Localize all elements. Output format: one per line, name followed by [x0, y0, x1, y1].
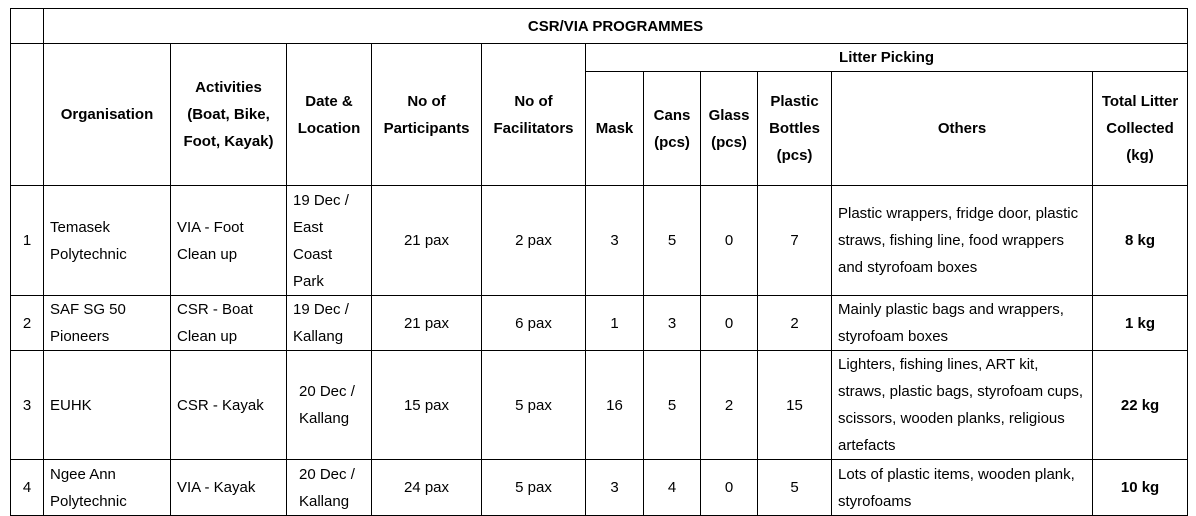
- glass-cell: 0: [701, 186, 758, 296]
- plastic-bottles-cell: 2: [758, 296, 832, 351]
- total-litter-cell: 1 kg: [1093, 296, 1188, 351]
- date-location-cell: 20 Dec / Kallang: [287, 460, 372, 516]
- participants-cell: 15 pax: [372, 351, 482, 460]
- row-index: 2: [11, 296, 44, 351]
- facilitators-cell: 6 pax: [482, 296, 586, 351]
- organisation-header: Organisation: [44, 44, 171, 186]
- plastic-bottles-header: Plastic Bottles (pcs): [758, 72, 832, 186]
- others-cell: Plastic wrappers, fridge door, plastic straws, fishing line, food wrappers and styrofoam boxes: [832, 186, 1093, 296]
- others-cell: Mainly plastic bags and wrappers, styrofoam boxes: [832, 296, 1093, 351]
- mask-cell: 3: [586, 460, 644, 516]
- others-cell: Lighters, fishing lines, ART kit, straws, plastic bags, styrofoam cups, scissors, wooden planks, religious artefacts: [832, 351, 1093, 460]
- mask-header: Mask: [586, 72, 644, 186]
- activity-cell: CSR - Boat Clean up: [171, 296, 287, 351]
- table-title: CSR/VIA PROGRAMMES: [44, 9, 1188, 44]
- plastic-bottles-cell: 5: [758, 460, 832, 516]
- glass-cell: 2: [701, 351, 758, 460]
- organisation-cell: Temasek Polytechnic: [44, 186, 171, 296]
- row-index: 1: [11, 186, 44, 296]
- title-corner-cell: [11, 9, 44, 44]
- row-index: 3: [11, 351, 44, 460]
- participants-cell: 21 pax: [372, 296, 482, 351]
- organisation-cell: EUHK: [44, 351, 171, 460]
- table-row: [11, 296, 1188, 351]
- mask-cell: 16: [586, 351, 644, 460]
- header-row-top: [11, 44, 1188, 72]
- activities-header: Activities (Boat, Bike, Foot, Kayak): [171, 44, 287, 186]
- cans-cell: 5: [644, 186, 701, 296]
- facilitators-cell: 5 pax: [482, 460, 586, 516]
- date-location-cell: 19 Dec / East Coast Park: [287, 186, 372, 296]
- table-row: [11, 460, 1188, 516]
- others-cell: Lots of plastic items, wooden plank, styrofoams: [832, 460, 1093, 516]
- total-litter-cell: 8 kg: [1093, 186, 1188, 296]
- plastic-bottles-cell: 15: [758, 351, 832, 460]
- facilitators-header: No of Facilitators: [482, 44, 586, 186]
- organisation-cell: Ngee Ann Polytechnic: [44, 460, 171, 516]
- total-litter-cell: 10 kg: [1093, 460, 1188, 516]
- participants-header: No of Participants: [372, 44, 482, 186]
- others-header: Others: [832, 72, 1093, 186]
- activity-cell: CSR - Kayak: [171, 351, 287, 460]
- glass-cell: 0: [701, 460, 758, 516]
- litter-picking-header: Litter Picking: [586, 44, 1188, 72]
- csr-via-programmes-table: [10, 8, 1188, 516]
- total-litter-header: Total Litter Collected (kg): [1093, 72, 1188, 186]
- participants-cell: 24 pax: [372, 460, 482, 516]
- index-header: [11, 44, 44, 186]
- plastic-bottles-cell: 7: [758, 186, 832, 296]
- date-location-cell: 19 Dec / Kallang: [287, 296, 372, 351]
- table-row: [11, 351, 1188, 460]
- activity-cell: VIA - Kayak: [171, 460, 287, 516]
- row-index: 4: [11, 460, 44, 516]
- facilitators-cell: 2 pax: [482, 186, 586, 296]
- activity-cell: VIA - Foot Clean up: [171, 186, 287, 296]
- organisation-cell: SAF SG 50 Pioneers: [44, 296, 171, 351]
- glass-header: Glass (pcs): [701, 72, 758, 186]
- cans-cell: 5: [644, 351, 701, 460]
- mask-cell: 1: [586, 296, 644, 351]
- facilitators-cell: 5 pax: [482, 351, 586, 460]
- participants-cell: 21 pax: [372, 186, 482, 296]
- table-row: [11, 186, 1188, 296]
- title-row: [11, 9, 1188, 44]
- cans-cell: 3: [644, 296, 701, 351]
- glass-cell: 0: [701, 296, 758, 351]
- cans-header: Cans (pcs): [644, 72, 701, 186]
- total-litter-cell: 22 kg: [1093, 351, 1188, 460]
- date-location-header: Date & Location: [287, 44, 372, 186]
- date-location-cell: 20 Dec / Kallang: [287, 351, 372, 460]
- cans-cell: 4: [644, 460, 701, 516]
- mask-cell: 3: [586, 186, 644, 296]
